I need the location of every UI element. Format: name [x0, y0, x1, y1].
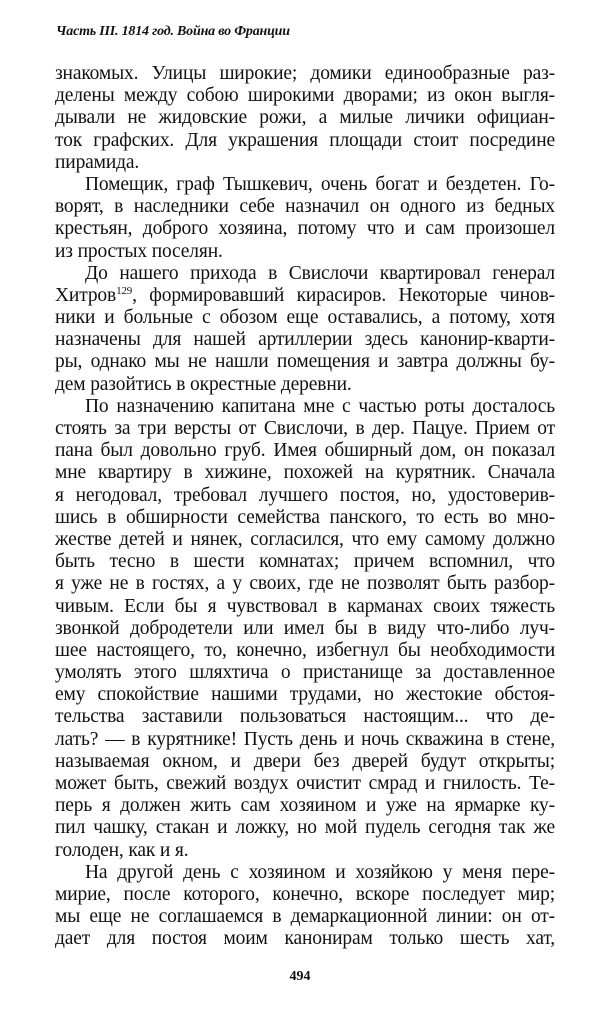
text-line: дем разойтись в окрестные деревни.: [55, 373, 352, 395]
text-line: дывали не жидовские рожи, а милые личики официан-: [55, 107, 555, 129]
text-line: может быть, свежий воздух очистит смрад и гнилость. Те-: [55, 773, 555, 794]
text-line: лать? — в курятнике! Пусть день и ночь скважина в стене,: [55, 728, 555, 750]
text-line: шись в обширности семейства панского, то есть во мно-: [55, 506, 555, 528]
text-line: перь я должен жить сам хозяином и уже на ярмарке ку-: [55, 795, 555, 817]
text-line: называемая окном, и двери без дверей будут открыты;: [55, 750, 555, 772]
text-line: Помещик, граф Тышкевич, очень богат и бездетен. Го-: [85, 173, 555, 195]
text-line: назначены для нашей артиллерии здесь канонир-кварти-: [55, 329, 555, 351]
paragraph-2: [55, 174, 555, 263]
text-line: По назначению капитана мне с частью роты досталось: [85, 395, 555, 417]
paragraph-4: [55, 396, 555, 862]
text-line: быть тесно в шести комнатах; причем вспомнил, что: [55, 551, 555, 573]
text-line: пил чашку, стакан и ложку, но мой пудель сегодня так же: [55, 817, 555, 839]
text-line: жестве детей и нянек, согласился, что ему самому должно: [55, 528, 555, 550]
page-number: 494: [289, 969, 311, 984]
footnote-ref[interactable]: 129: [116, 284, 133, 297]
text-line: мне квартиру в хижине, похожей на курятник. Сначала: [55, 462, 555, 484]
footnote-line-after: , формировавший кирасиров. Некоторые чинов-: [132, 284, 555, 306]
text-line: делены между собою широкими дворами; из окон выгля-: [55, 85, 555, 107]
text-line: я уже не в гостях, а у своих, где не позволят быть разбор-: [55, 573, 555, 595]
text-line: ему спокойствие нашими трудами, но жестокие обстоя-: [55, 684, 555, 706]
paragraph-1: [55, 63, 555, 174]
text-line: До нашего прихода в Свислочи квартировал генерал: [85, 262, 555, 284]
running-head: Часть III. 1814 год. Война во Франции: [56, 24, 290, 39]
text-line: мирие, после которого, конечно, вскоре последует мир;: [55, 883, 555, 905]
text-line: голоден, как и я.: [55, 839, 189, 861]
paragraph-3: [55, 263, 555, 396]
text-line: пирамида.: [55, 151, 140, 173]
text-line: мы еще не соглашаемся в демаркационной линии: он от-: [55, 906, 555, 928]
footnote-line-before: Хитров: [55, 284, 117, 306]
text-line: пана был довольно груб. Имея обширный дом, он показал: [55, 440, 555, 462]
text-line: ток графских. Для украшения площади стоит посредине: [55, 129, 555, 151]
text-line: На другой день с хозяином и хозяйкою у меня пере-: [85, 861, 555, 883]
text-line: знакомых. Улицы широкие; домики единообразные раз-: [55, 63, 555, 84]
text-line: звонкой добродетели или имел бы в виду что-либо луч-: [55, 617, 555, 639]
text-line: дает для постоя моим канонирам только шесть хат,: [55, 928, 555, 950]
text-line: стоять за три версты от Свислочи, в дер. Пацуе. Прием от: [55, 418, 555, 439]
text-line: ры, однако мы не нашли помещения и завтра должны бу-: [55, 351, 555, 373]
text-line: чивым. Если бы я чувствовал в карманах своих тяжесть: [55, 595, 555, 617]
body-text: [55, 63, 555, 951]
text-line: я негодовал, требовал лучшего постоя, но, удостоверив-: [55, 484, 555, 506]
paragraph-5: [55, 862, 555, 951]
text-line: умолять этого шляхтича о пристанище за доставленное: [55, 662, 555, 684]
text-line: ворят, в наследники себе назначил он одного из бедных: [55, 196, 555, 218]
text-line: крестьян, доброго хозяина, потому что и сам произошел: [55, 218, 555, 240]
text-line-with-footnote: [55, 285, 555, 307]
text-line: тельства заставили пользоваться настоящим... что де-: [55, 706, 555, 728]
text-line: шее настоящего, то, конечно, избегнул бы необходимости: [55, 639, 555, 661]
text-line: из простых поселян.: [55, 240, 223, 262]
text-line: ники и больные с обозом еще оставались, а потому, хотя: [55, 307, 555, 329]
